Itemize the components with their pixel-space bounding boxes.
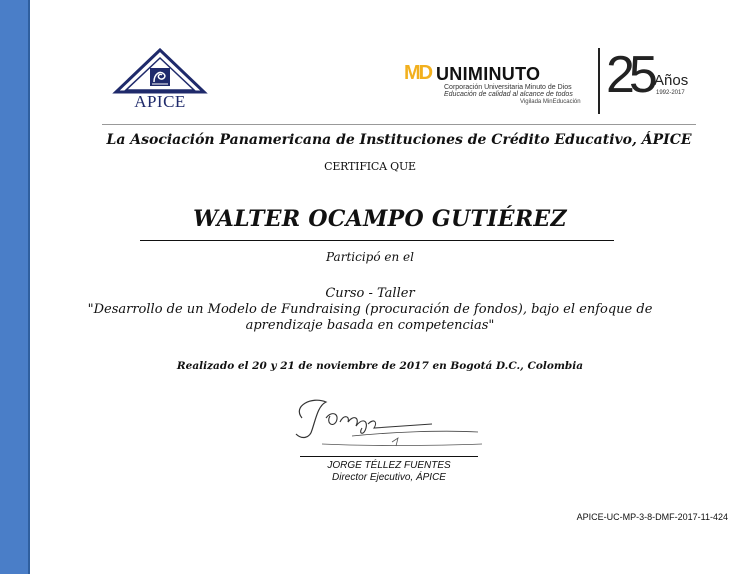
course-title-line-1: "Desarrollo de un Modelo de Fundraising (procuración de fondos), bajo el enfoque de [87,302,653,317]
recipient-name: WALTER OCAMPO GUTIÉREZ [193,206,567,232]
signer-name: JORGE TÉLLEZ FUENTES [327,460,451,471]
uniminuto-logo [404,56,594,112]
uniminuto-md-mark: MD [404,62,432,84]
anniversary-label: Años [654,72,689,89]
apice-logo-text: APICE [134,92,186,111]
signature-line [300,456,478,457]
uniminuto-subtitle: Corporación Universitaria Minuto de Dios [444,84,572,91]
left-blue-bar [0,0,28,574]
uniminuto-name: UNIMINUTO [436,64,541,84]
event-date-location: Realizado el 20 y 21 de noviembre de 2017 en Bogotá D.C., Colombia [176,360,584,372]
course-type: Curso - Taller [325,286,415,301]
logo-divider [598,48,600,114]
uniminuto-tagline: Educación de calidad al alcance de todos [444,91,573,98]
signer-title: Director Ejecutivo, ÁPICE [332,472,446,483]
recipient-underline [140,240,614,241]
certifica-heading: CERTIFICA QUE [324,160,416,173]
uniminuto-vigilada: Vigilada MinEducación [520,99,581,105]
handwritten-signature [282,388,492,454]
course-title [70,302,670,334]
anniversary-logo [606,48,696,112]
course-title-line-2: aprendizaje basada en competencias" [245,318,495,333]
header-rule [102,124,696,125]
apice-logo [112,48,208,114]
anniversary-years: 1992-2017 [656,90,685,96]
participation-text: Participó en el [326,250,414,264]
left-bar-edge [28,0,30,574]
apice-emblem-icon [112,48,208,94]
reference-code: APICE-UC-MP-3-8-DMF-2017-11-424 [576,512,728,522]
anniversary-number: 25 [606,46,652,104]
association-name: La Asociación Panamericana de Instituciones de Crédito Educativo, ÁPICE [106,132,692,148]
